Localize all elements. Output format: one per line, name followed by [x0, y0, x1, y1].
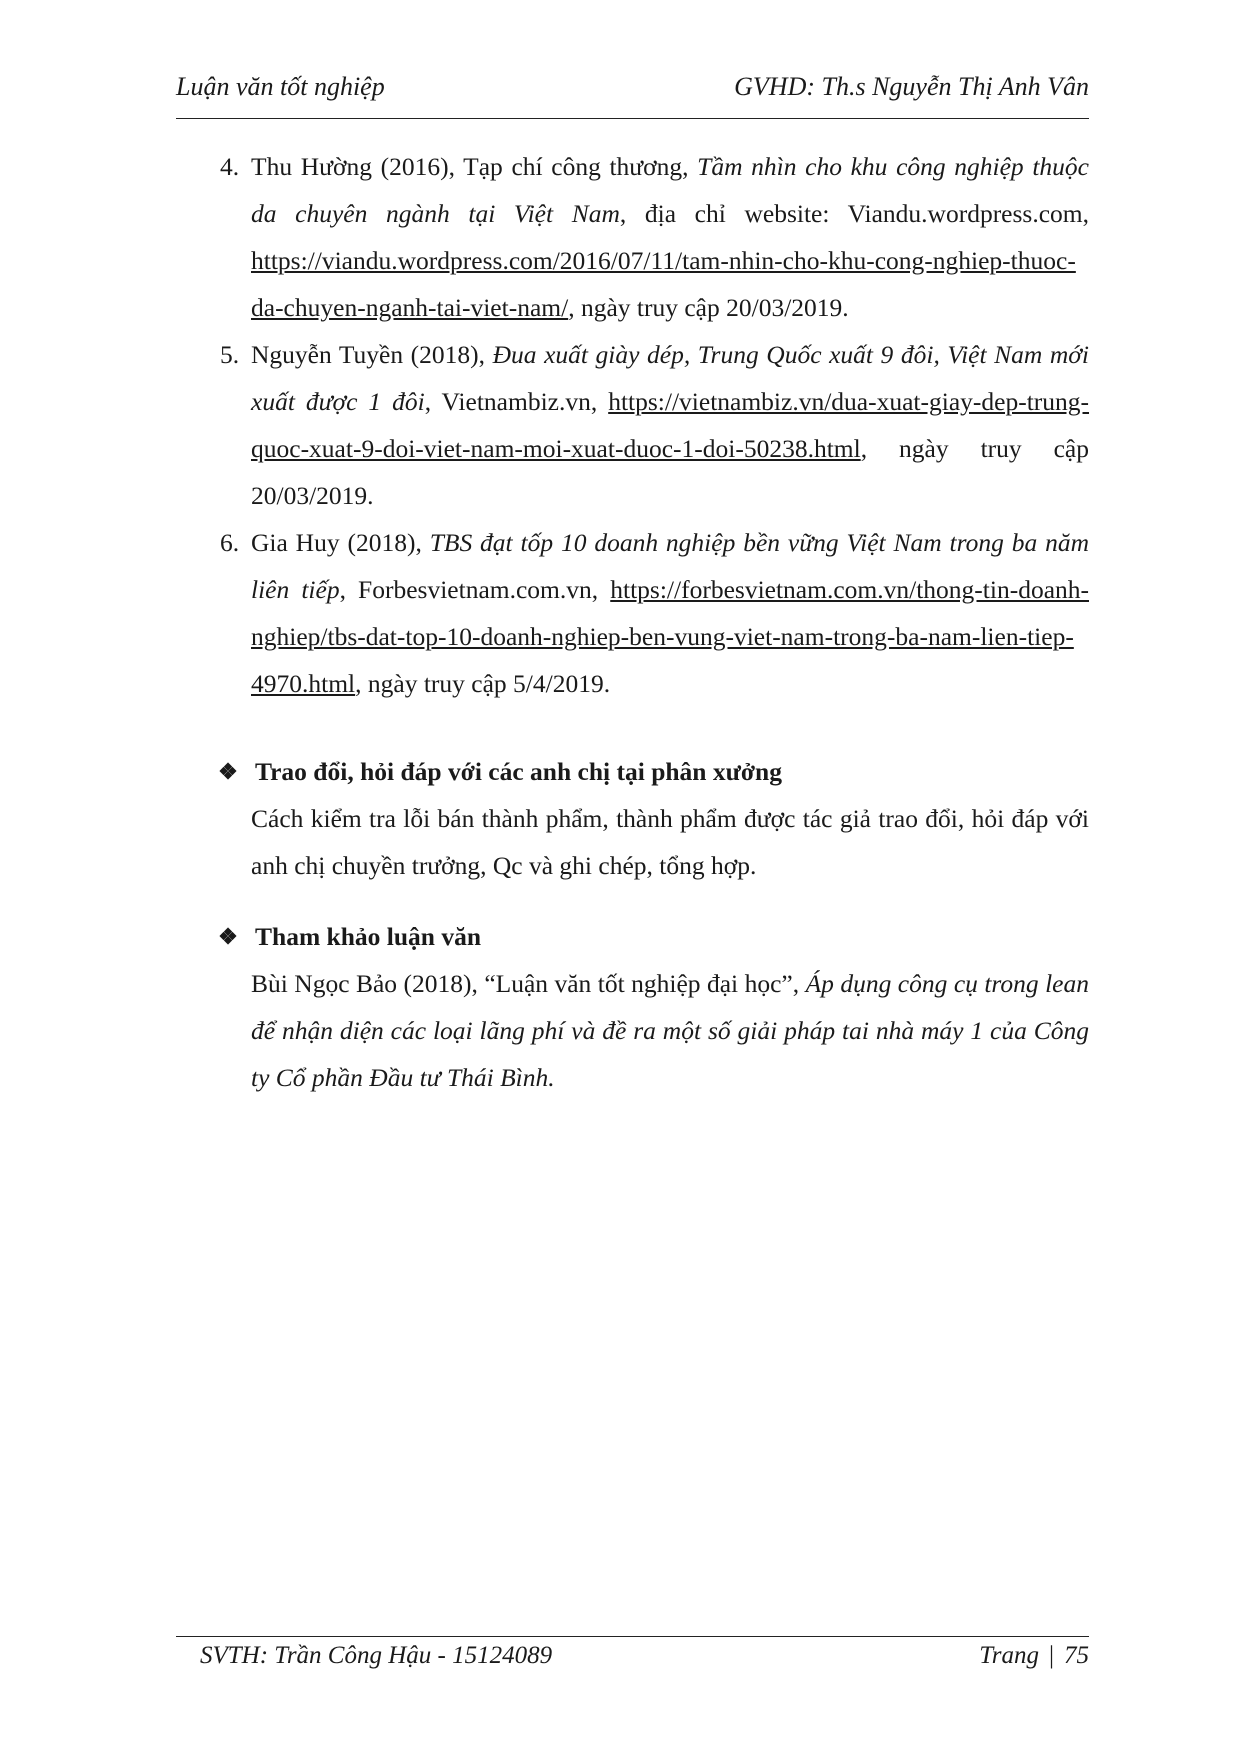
reference-number: 5.	[220, 340, 240, 369]
reference-item-6	[220, 519, 1089, 707]
section-title: Tham khảo luận văn	[255, 922, 482, 951]
section-body-title: Áp dụng công cụ trong lean để nhận diện các loại lãng phí và đề ra một số giải pháp tai nhà máy 1 của Công ty Cổ phần Đầu tư Thái Bình.	[251, 969, 1090, 1092]
reference-link[interactable]: https://vietnambiz.vn/dua-xuat-giay-dep-trung-quoc-xuat-9-doi-viet-nam-moi-xuat-duoc-1-doi-50238.html	[251, 387, 1090, 463]
page-label: Trang	[979, 1642, 1039, 1669]
header-right: GVHD: Th.s Nguyễn Thị Anh Vân	[734, 72, 1089, 101]
reference-number: 6.	[220, 528, 240, 557]
reference-number: 4.	[220, 152, 240, 181]
reference-link[interactable]: https://forbesvietnam.com.vn/thong-tin-doanh-nghiep/tbs-dat-top-10-doanh-nghiep-ben-vung-viet-nam-trong-ba-nam-lien-tiep-4970.html	[251, 575, 1089, 698]
page-header	[176, 72, 1089, 112]
section-exchange	[215, 748, 1089, 889]
reference-item-4	[220, 143, 1089, 331]
section-body	[215, 960, 1089, 1101]
footer-divider	[176, 1636, 1089, 1637]
reference-lead: Nguyễn Tuyền (2018),	[251, 340, 493, 369]
reference-lead: Thu Hường (2016), Tạp chí công thương,	[251, 152, 698, 181]
page-number: 75	[1064, 1642, 1089, 1669]
reference-tail: , ngày truy cập 20/03/2019.	[251, 434, 1089, 510]
reference-tail: , ngày truy cập 20/03/2019.	[568, 293, 849, 322]
reference-middle: , địa chỉ website: Viandu.wordpress.com,	[619, 199, 1090, 228]
reference-title: Đua xuất giày dép, Trung Quốc xuất 9 đôi, Việt Nam mới xuất được 1 đôi	[251, 340, 1089, 416]
reference-tail: , ngày truy cập 5/4/2019.	[355, 669, 611, 698]
header-divider	[176, 118, 1089, 119]
reference-title: TBS đạt tốp 10 doanh nghiệp bền vững Việt Nam trong ba năm liên tiếp	[251, 528, 1089, 604]
header-left: Luận văn tốt nghiệp	[176, 72, 385, 101]
section-body-lead: Bùi Ngọc Bảo (2018), “Luận văn tốt nghiệp đại học”,	[251, 969, 806, 998]
footer-author: SVTH: Trần Công Hậu - 15124089	[200, 1642, 553, 1669]
reference-middle: , Vietnambiz.vn,	[424, 387, 609, 416]
page-footer	[200, 1642, 1089, 1670]
section-thesis-reference	[215, 913, 1089, 1101]
section-body: Cách kiểm tra lỗi bán thành phẩm, thành phẩm được tác giả trao đổi, hỏi đáp với anh chị chuyền trưởng, Qc và ghi chép, tổng hợp.	[251, 804, 1089, 880]
reference-title: Tầm nhìn cho khu công nghiệp thuộc da chuyên ngành tại Việt Nam	[251, 152, 1089, 228]
reference-list	[220, 143, 1089, 707]
diamond-bullet-icon: ❖	[218, 924, 238, 949]
reference-link[interactable]: https://viandu.wordpress.com/2016/07/11/tam-nhin-cho-khu-cong-nghiep-thuoc-da-chuyen-nganh-tai-viet-nam/	[251, 246, 1076, 322]
diamond-bullet-icon: ❖	[218, 759, 238, 784]
reference-item-5	[220, 331, 1089, 519]
section-title: Trao đổi, hỏi đáp với các anh chị tại phân xưởng	[255, 757, 782, 786]
reference-lead: Gia Huy (2018),	[251, 528, 430, 557]
reference-middle: , Forbesvietnam.com.vn,	[339, 575, 611, 604]
page-separator: |	[1048, 1642, 1054, 1669]
page-number-group	[979, 1642, 1089, 1670]
